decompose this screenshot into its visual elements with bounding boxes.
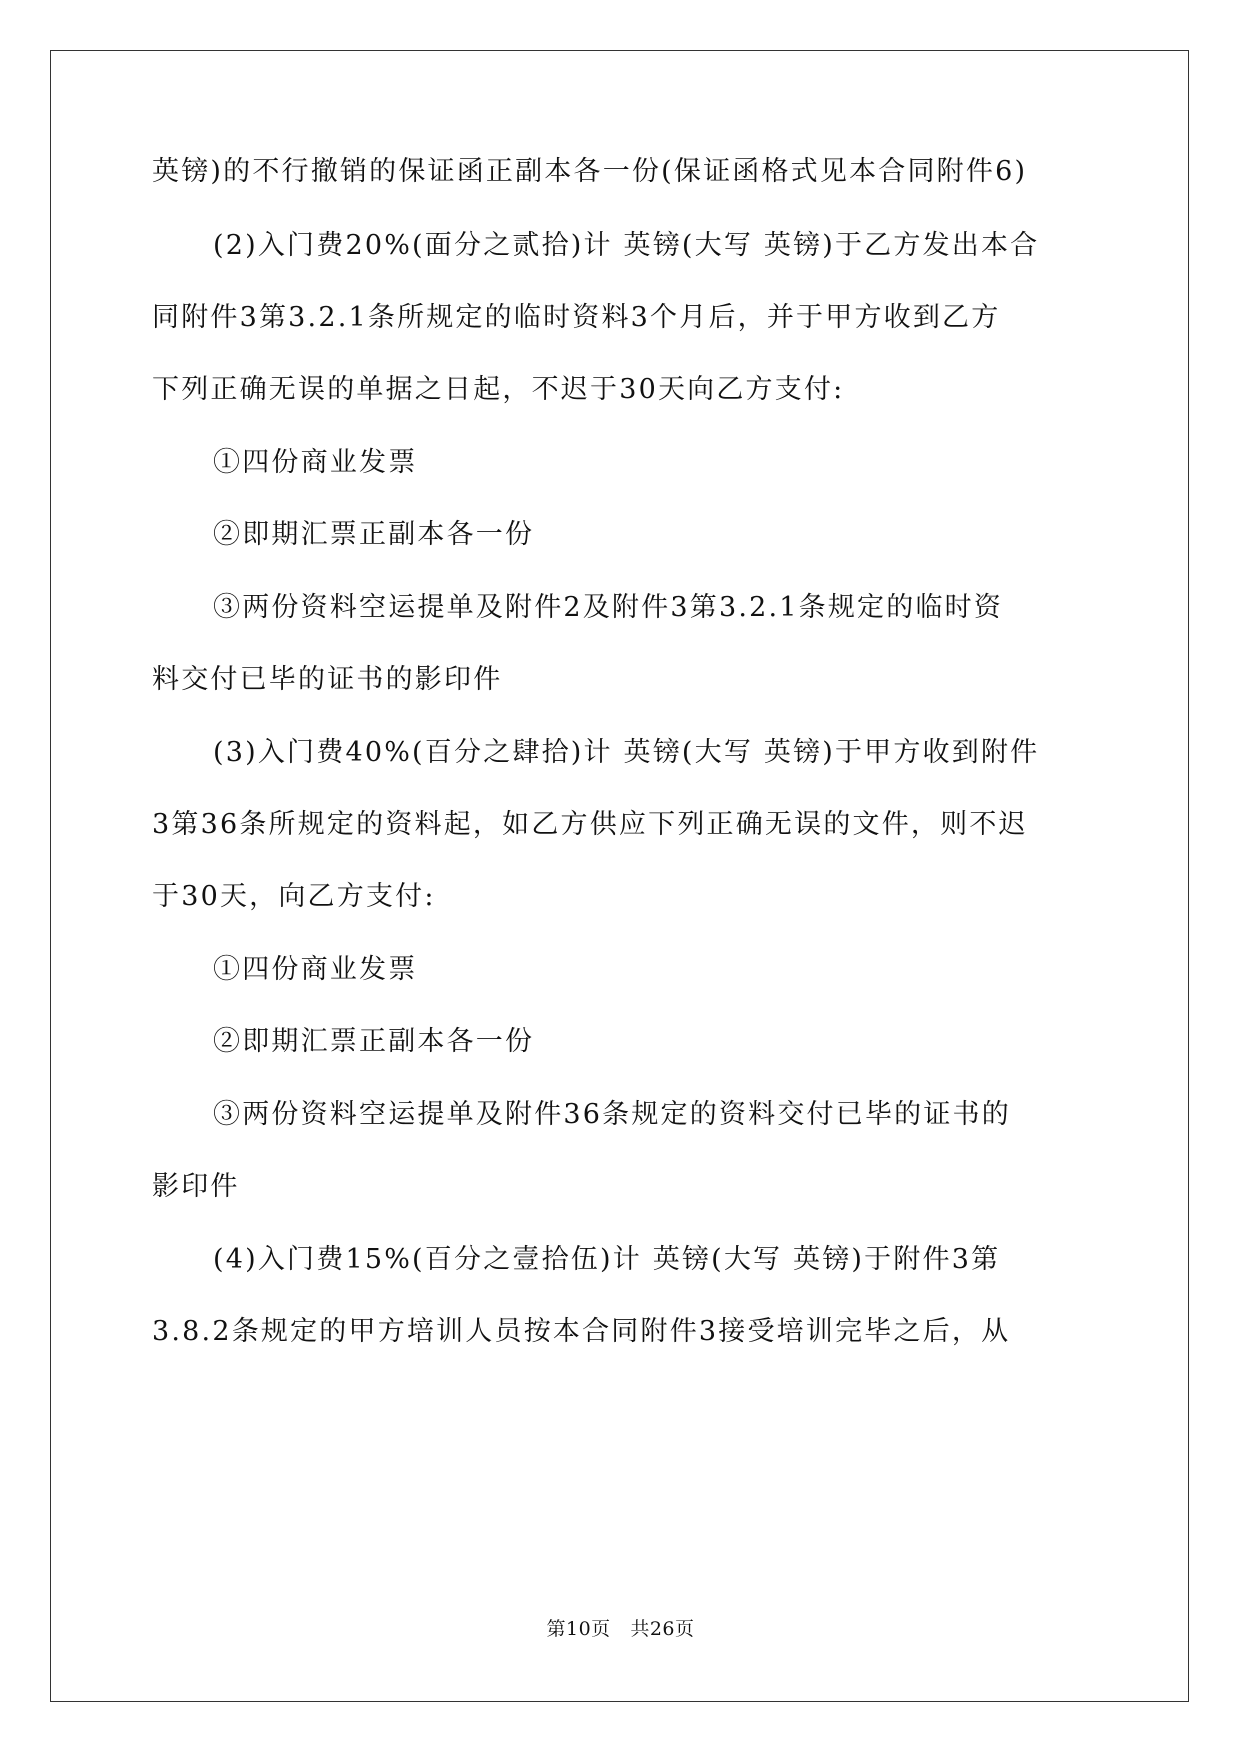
text-line: ②即期汇票正副本各一份 [213,519,535,550]
text-line: 料交付已毕的证书的影印件 [152,664,503,695]
text-line: ③两份资料空运提单及附件2及附件3第3.2.1条规定的临时资 [213,592,1004,623]
page-footer [0,1617,1241,1641]
text-line: (4)入门费15%(百分之壹拾伍)计 英镑(大写 英镑)于附件3第 [213,1244,1001,1275]
text-line: 英镑)的不行撤销的保证函正副本各一份(保证函格式见本合同附件6) [152,156,1028,187]
text-line: ①四份商业发票 [213,954,418,985]
text-line: (2)入门费20%(面分之贰拾)计 英镑(大写 英镑)于乙方发出本合 [213,230,1040,261]
text-line: ②即期汇票正副本各一份 [213,1026,535,1057]
text-line: 同附件3第3.2.1条所规定的临时资料3个月后，并于甲方收到乙方 [152,302,1001,333]
text-line: 下列正确无误的单据之日起，不迟于30天向乙方支付: [152,374,845,405]
text-line: 于30天，向乙方支付: [152,881,436,912]
text-line: (3)入门费40%(百分之肆拾)计 英镑(大写 英镑)于甲方收到附件 [213,737,1040,768]
page-number: 第10页 [546,1618,611,1640]
text-line: 3.8.2条规定的甲方培训人员按本合同附件3接受培训完毕之后，从 [152,1316,1011,1347]
text-line: 影印件 [152,1171,240,1202]
text-line: 3第36条所规定的资料起，如乙方供应下列正确无误的文件，则不迟 [152,809,1028,840]
text-line: ③两份资料空运提单及附件36条规定的资料交付已毕的证书的 [213,1099,1011,1130]
text-line: ①四份商业发票 [213,447,418,478]
page-total: 共26页 [630,1618,695,1640]
